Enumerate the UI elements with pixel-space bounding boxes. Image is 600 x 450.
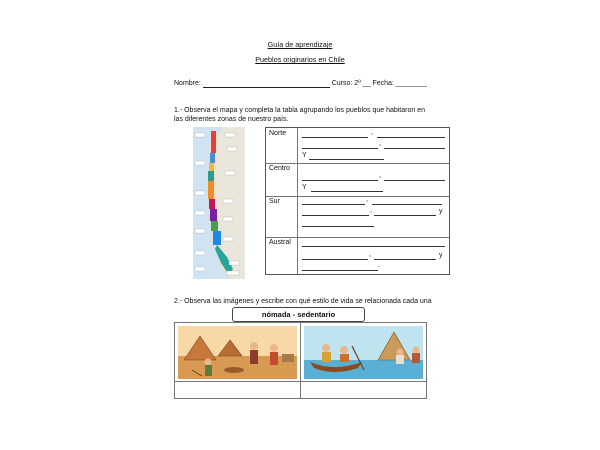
zones-table	[265, 127, 450, 275]
question-1-text	[174, 106, 444, 124]
comma: ,	[371, 129, 373, 136]
austral-blank-2[interactable]	[302, 259, 368, 260]
austral-blank-4[interactable]	[302, 270, 378, 271]
answer-cell-1[interactable]	[175, 382, 300, 397]
sur-blank-4[interactable]	[374, 215, 436, 216]
zone-row-sur	[266, 196, 449, 197]
guide-subtitle: Pueblos originarios en Chile	[255, 55, 345, 64]
norte-blank-3[interactable]	[302, 148, 378, 149]
lifestyle-options-box: nómada - sedentario	[232, 307, 365, 322]
zone-label-austral: Austral	[269, 239, 291, 246]
question-1-line-2: las diferentes zonas de nuestro país.	[174, 116, 289, 123]
question-1-line-1: 1.- Observa el mapa y completa la tabla agrupando los pueblos que habitaron en	[174, 107, 425, 114]
images-table	[174, 322, 427, 399]
table-divider	[297, 128, 298, 274]
comma: ,	[369, 251, 371, 258]
chile-map-image	[193, 127, 245, 279]
comma: ,	[379, 172, 381, 179]
sur-blank-1[interactable]	[302, 204, 365, 205]
austral-blank-1[interactable]	[302, 246, 445, 247]
comma: ,	[366, 196, 368, 203]
comma: ,	[379, 140, 381, 147]
sur-blank-5[interactable]	[302, 226, 374, 227]
austral-blank-3[interactable]	[374, 259, 436, 260]
student-info-line	[174, 79, 434, 88]
centro-blank-3[interactable]	[311, 191, 383, 192]
canoe-people-illustration	[304, 326, 423, 379]
zone-row-centro	[266, 163, 449, 164]
norte-blank-1[interactable]	[302, 137, 368, 138]
norte-blank-2[interactable]	[377, 137, 445, 138]
norte-blank-4[interactable]	[384, 148, 445, 149]
norte-blank-5[interactable]	[309, 159, 384, 160]
period: .	[378, 262, 380, 269]
sur-y: y	[439, 208, 443, 215]
comma: ,	[370, 207, 372, 214]
question-2-text: 2.- Observa las imágenes y escribe con qué estilo de vida se relacionada cada una	[174, 298, 432, 305]
course-label[interactable]: Curso: 2º __	[331, 80, 371, 87]
zone-label-sur: Sur	[269, 198, 280, 205]
sur-blank-2[interactable]	[372, 204, 442, 205]
centro-blank-2[interactable]	[384, 180, 445, 181]
nomadic-camp-illustration	[178, 326, 297, 379]
guide-title: Guía de aprendizaje	[267, 40, 333, 49]
name-label: Nombre:	[174, 80, 201, 87]
austral-y: y	[439, 252, 443, 259]
name-field[interactable]	[203, 80, 330, 88]
norte-y: Y	[302, 152, 307, 159]
sur-blank-3[interactable]	[302, 215, 369, 216]
centro-y: Y	[302, 184, 307, 191]
zone-label-norte: Norte	[269, 130, 287, 137]
zone-row-austral	[266, 237, 449, 238]
zone-label-centro: Centro	[269, 165, 291, 172]
date-label[interactable]: Fecha: ________	[372, 80, 427, 87]
answer-cell-2[interactable]	[301, 382, 425, 397]
centro-blank-1[interactable]	[302, 180, 378, 181]
